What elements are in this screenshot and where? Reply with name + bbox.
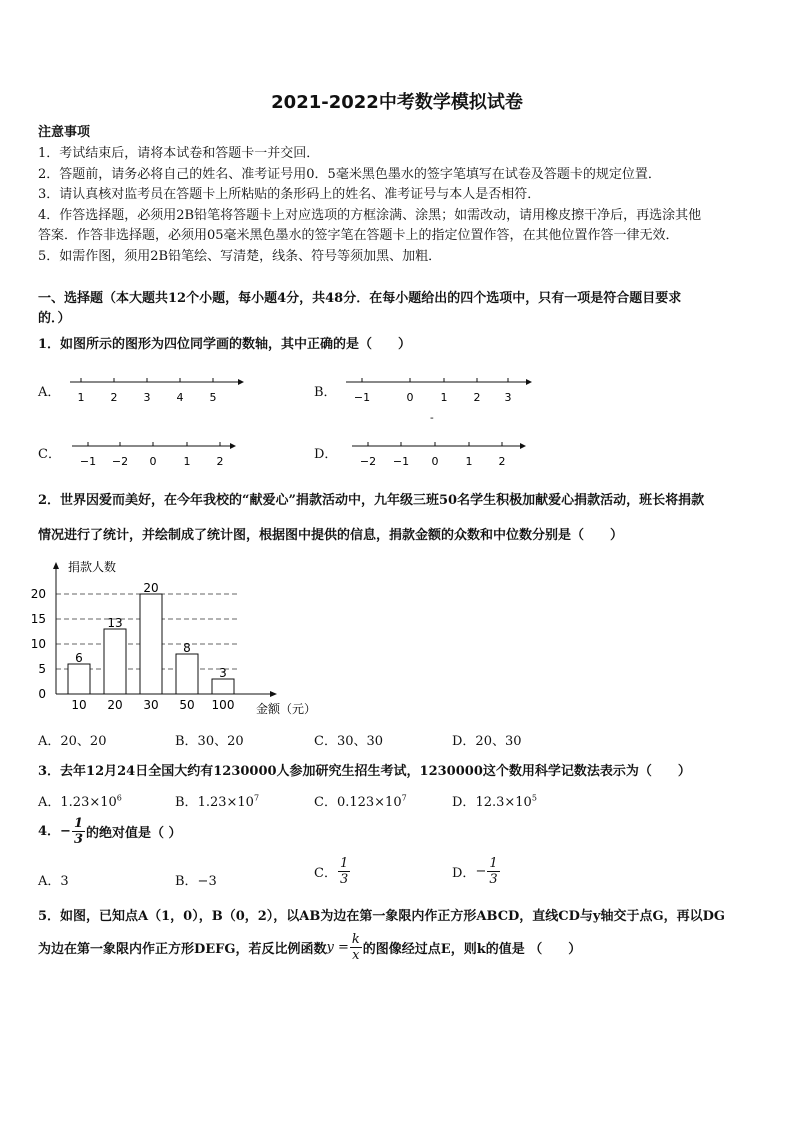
tick-label: 0: [406, 391, 414, 404]
q1-option-d-label: D．: [314, 447, 338, 462]
q3-option-b: B．$1.23\times 10^7$: [175, 793, 260, 810]
q1-option-c-numberline: [64, 434, 244, 470]
y-axis-arrow: [53, 562, 59, 569]
x-tick-label: 10: [71, 698, 87, 712]
q2-option-d: D．20、30: [452, 734, 522, 749]
bar: [212, 679, 234, 694]
tick-label: −1: [353, 391, 371, 404]
q1-option-a-numberline: [60, 370, 250, 406]
fraction: $\frac{k}{x}$: [351, 932, 360, 963]
y-tick-label: 10: [30, 637, 46, 651]
tick-label: 2: [110, 391, 118, 404]
notice-line: 5．如需作图，须用2B铅笔绘、写清楚，线条、符号等须加黑、加粗．: [38, 249, 442, 264]
notice-heading: 注意事项: [38, 125, 91, 140]
data-label: 20: [143, 581, 159, 595]
tick-label: 5: [209, 391, 217, 404]
tick-label: −1: [392, 455, 410, 468]
q1-option-b-label: B．: [314, 385, 337, 400]
tick-label: −1: [79, 455, 97, 468]
q3-option-d: D．$12.3\times 10^5$: [452, 793, 537, 810]
q2-option-c: C．30、30: [314, 734, 384, 749]
bar: [140, 594, 162, 694]
tick-label: 0: [149, 455, 157, 468]
y-tick-label: 0: [38, 687, 46, 701]
q1-option-d-numberline: [344, 434, 534, 470]
data-label: 8: [183, 641, 191, 655]
tick-label: 2: [498, 455, 506, 468]
q1-option-c-label: C．: [38, 447, 61, 462]
q2-option-b: B．30、20: [175, 734, 244, 749]
q3-stem: 3．去年12月24日全国大约有1230000人参加研究生招生考试，1230000这个数用科学记数法表示为（ ）: [38, 764, 691, 779]
notice-line: 答案．作答非选择题，必须用05毫米黑色墨水的签字笔在答题卡上的指定位置作答，在其他位置作答一律无效．: [38, 228, 679, 243]
tick-label: −2: [359, 455, 377, 468]
tick-label: 2: [473, 391, 481, 404]
fraction: $\frac{1}{3}$: [73, 816, 83, 847]
notice-line: 2．答题前，请务必将自己的姓名、准考证号用0．5毫米黑色墨水的签字笔填写在试卷及答题卡的规定位置．: [38, 167, 661, 182]
fraction: $\frac{1}{3}$: [489, 856, 498, 887]
tick-label: 3: [504, 391, 512, 404]
q4-stem: 4．− $\frac{1}{3}$ 的绝对值是（ ）: [38, 816, 182, 847]
q2-stem-line2: 情况进行了统计，并绘制成了统计图，根据图中提供的信息，捐款金额的众数和中位数分别是（ ）: [38, 528, 624, 543]
q5-stem-line1: 5．如图，已知点A（1，0），B（0，2），以AB为边在第一象限内作正方形ABCD，直线CD与y轴交于点G，再以DG: [38, 909, 725, 924]
tick-label: 0: [431, 455, 439, 468]
x-tick-label: 100: [211, 698, 235, 712]
x-axis-label: 金额（元）: [256, 702, 317, 716]
data-label: 6: [75, 651, 83, 665]
q3-option-c: C．$0.123\times 10^7$: [314, 793, 407, 810]
x-tick-label: 20: [107, 698, 123, 712]
fraction: $\frac{1}{3}$: [339, 856, 349, 887]
q1-option-b-numberline: [338, 370, 538, 406]
x-tick-label: 30: [143, 698, 159, 712]
tick-label: 1: [77, 391, 85, 404]
y-axis-label: 捐款人数: [68, 560, 117, 574]
section-heading: 一、选择题（本大题共12个小题，每小题4分，共48分．在每小题给出的四个选项中，只有一项是符合题目要求: [38, 291, 682, 306]
tick-label: 1: [183, 455, 191, 468]
numberline-ticks: [81, 378, 213, 382]
bar: [176, 654, 198, 694]
q1-option-a-label: A．: [38, 385, 61, 400]
tick-label: 4: [176, 391, 184, 404]
q1-stem: 1．如图所示的图形为四位同学画的数轴，其中正确的是（ ）: [38, 337, 412, 352]
y-tick-label: 5: [38, 662, 46, 676]
q5-stem-line2: 为边在第一象限内作正方形DEFG，若反比例函数y = $\frac{k}{x}$ 的图像经过点E，则k的值是 （ ）: [38, 932, 582, 963]
donation-bar-chart: [30, 556, 330, 720]
notice-line: 3．请认真核对监考员在答题卡上所粘贴的条形码上的姓名、准考证号与本人是否相符．: [38, 187, 541, 202]
bar: [68, 664, 90, 694]
q3-option-a: A．$1.23\times 10^6$: [38, 793, 122, 810]
tick-label: −2: [111, 455, 129, 468]
q4-option-c: C． $\frac{1}{3}$: [314, 856, 349, 887]
section-heading-cont: 的．）: [38, 311, 71, 326]
bar: [104, 629, 126, 694]
tick-label: 2: [216, 455, 224, 468]
page-title: 2021-2022中考数学模拟试卷: [271, 92, 523, 113]
tick-label: 1: [440, 391, 448, 404]
q2-stem-line1: 2．世界因爱而美好，在今年我校的“献爱心”捐款活动中，九年级三班50名学生积极加献爱心捐款活动，班长将捐款: [38, 493, 705, 508]
stray-mark: -: [430, 411, 434, 424]
q4-option-d: D．− $\frac{1}{3}$: [452, 856, 498, 887]
data-label: 3: [219, 666, 227, 680]
x-tick-label: 50: [179, 698, 195, 712]
notice-line: 4．作答选择题，必须用2B铅笔将答题卡上对应选项的方框涂满、涂黑；如需改动，请用橡皮擦干净后，再选涂其他: [38, 208, 702, 223]
q4-option-b: B．−3: [175, 874, 217, 889]
y-tick-label: 20: [30, 587, 46, 601]
tick-label: 1: [465, 455, 473, 468]
y-tick-label: 15: [30, 612, 46, 626]
tick-label: 3: [143, 391, 151, 404]
data-label: 13: [107, 616, 123, 630]
x-axis-arrow: [270, 691, 277, 697]
q4-option-a: A．3: [38, 874, 69, 889]
q2-option-a: A．20、20: [38, 734, 107, 749]
notice-line: 1．考试结束后，请将本试卷和答题卡一并交回．: [38, 146, 320, 161]
